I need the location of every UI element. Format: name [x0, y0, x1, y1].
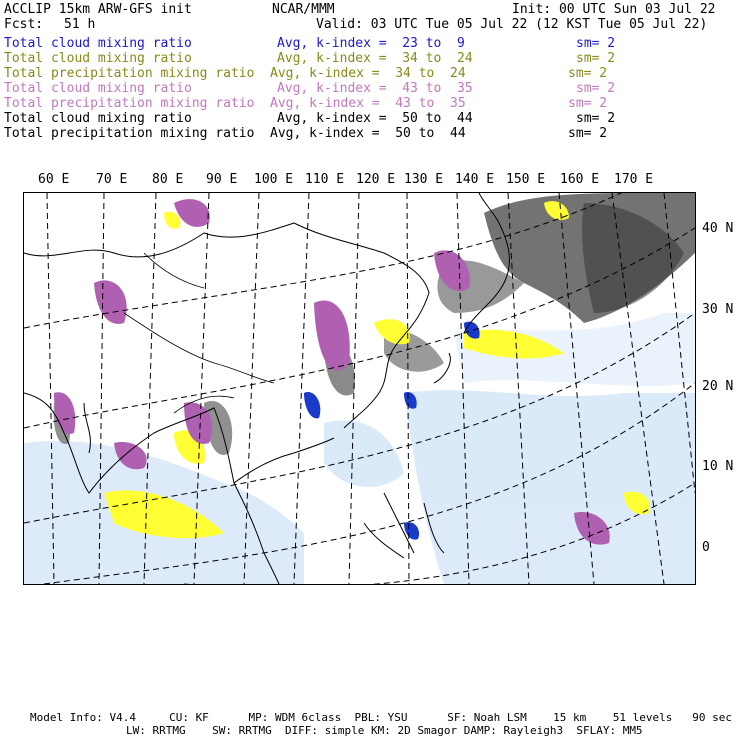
legend-avg: Avg, k-index = 34 to 24: [277, 51, 473, 66]
lat-label: 0: [702, 540, 710, 555]
org-label: NCAR/MMM: [272, 2, 335, 17]
lon-label: 140 E: [455, 172, 495, 187]
valid-time: Valid: 03 UTC Tue 05 Jul 22 (12 KST Tue 05 Jul 22): [316, 17, 708, 32]
lon-label: 130 E: [404, 172, 444, 187]
lon-label: 150 E: [506, 172, 546, 187]
fcst-label: Fcst:: [4, 17, 44, 32]
legend-avg: Avg, k-index = 23 to 9: [277, 36, 465, 51]
legend-sm: sm= 2: [576, 36, 616, 51]
legend-field: Total cloud mixing ratio: [4, 36, 192, 51]
legend-avg: Avg, k-index = 43 to 35: [277, 81, 473, 96]
map-canvas: [24, 193, 695, 584]
map-panel: [23, 192, 696, 585]
lat-label: 20 N: [702, 379, 734, 394]
legend-avg: Avg, k-index = 34 to 24: [270, 66, 466, 81]
legend-avg: Avg, k-index = 43 to 35: [270, 96, 466, 111]
borders: [124, 253, 274, 413]
legend-sm: sm= 2: [576, 111, 616, 126]
legend-field: Total cloud mixing ratio: [4, 51, 192, 66]
lon-label: 70 E: [96, 172, 128, 187]
legend-sm: sm= 2: [568, 126, 608, 141]
legend-field: Total precipitation mixing ratio: [4, 96, 255, 111]
lon-label: 100 E: [254, 172, 294, 187]
legend-field: Total cloud mixing ratio: [4, 81, 192, 96]
model-title: ACCLIP 15km ARW-GFS init: [4, 2, 192, 17]
legend-sm: sm= 2: [576, 51, 616, 66]
legend-avg: Avg, k-index = 50 to 44: [277, 111, 473, 126]
legend-field: Total precipitation mixing ratio: [4, 126, 255, 141]
lon-label: 160 E: [560, 172, 600, 187]
legend-field: Total precipitation mixing ratio: [4, 66, 255, 81]
lat-label: 30 N: [702, 302, 734, 317]
legend-sm: sm= 2: [568, 96, 608, 111]
legend-avg: Avg, k-index = 50 to 44: [270, 126, 466, 141]
model-info-line1: Model Info: V4.4 CU: KF MP: WDM 6class PBL: YSU SF: Noah LSM 15 km 51 levels 90 sec: [30, 711, 732, 724]
lon-label: 110 E: [305, 172, 345, 187]
lon-label: 60 E: [38, 172, 70, 187]
legend-sm: sm= 2: [576, 81, 616, 96]
lat-label: 10 N: [702, 459, 734, 474]
model-info-line2: LW: RRTMG SW: RRTMG DIFF: simple KM: 2D Smagor DAMP: Rayleigh3 SFLAY: MM5: [126, 724, 643, 737]
init-time: Init: 00 UTC Sun 03 Jul 22: [512, 2, 716, 17]
fcst-value: 51 h: [64, 17, 96, 32]
lon-label: 80 E: [152, 172, 184, 187]
legend-field: Total cloud mixing ratio: [4, 111, 192, 126]
lon-label: 170 E: [614, 172, 654, 187]
legend-sm: sm= 2: [568, 66, 608, 81]
lon-label: 120 E: [356, 172, 396, 187]
lat-label: 40 N: [702, 221, 734, 236]
lon-label: 90 E: [206, 172, 238, 187]
